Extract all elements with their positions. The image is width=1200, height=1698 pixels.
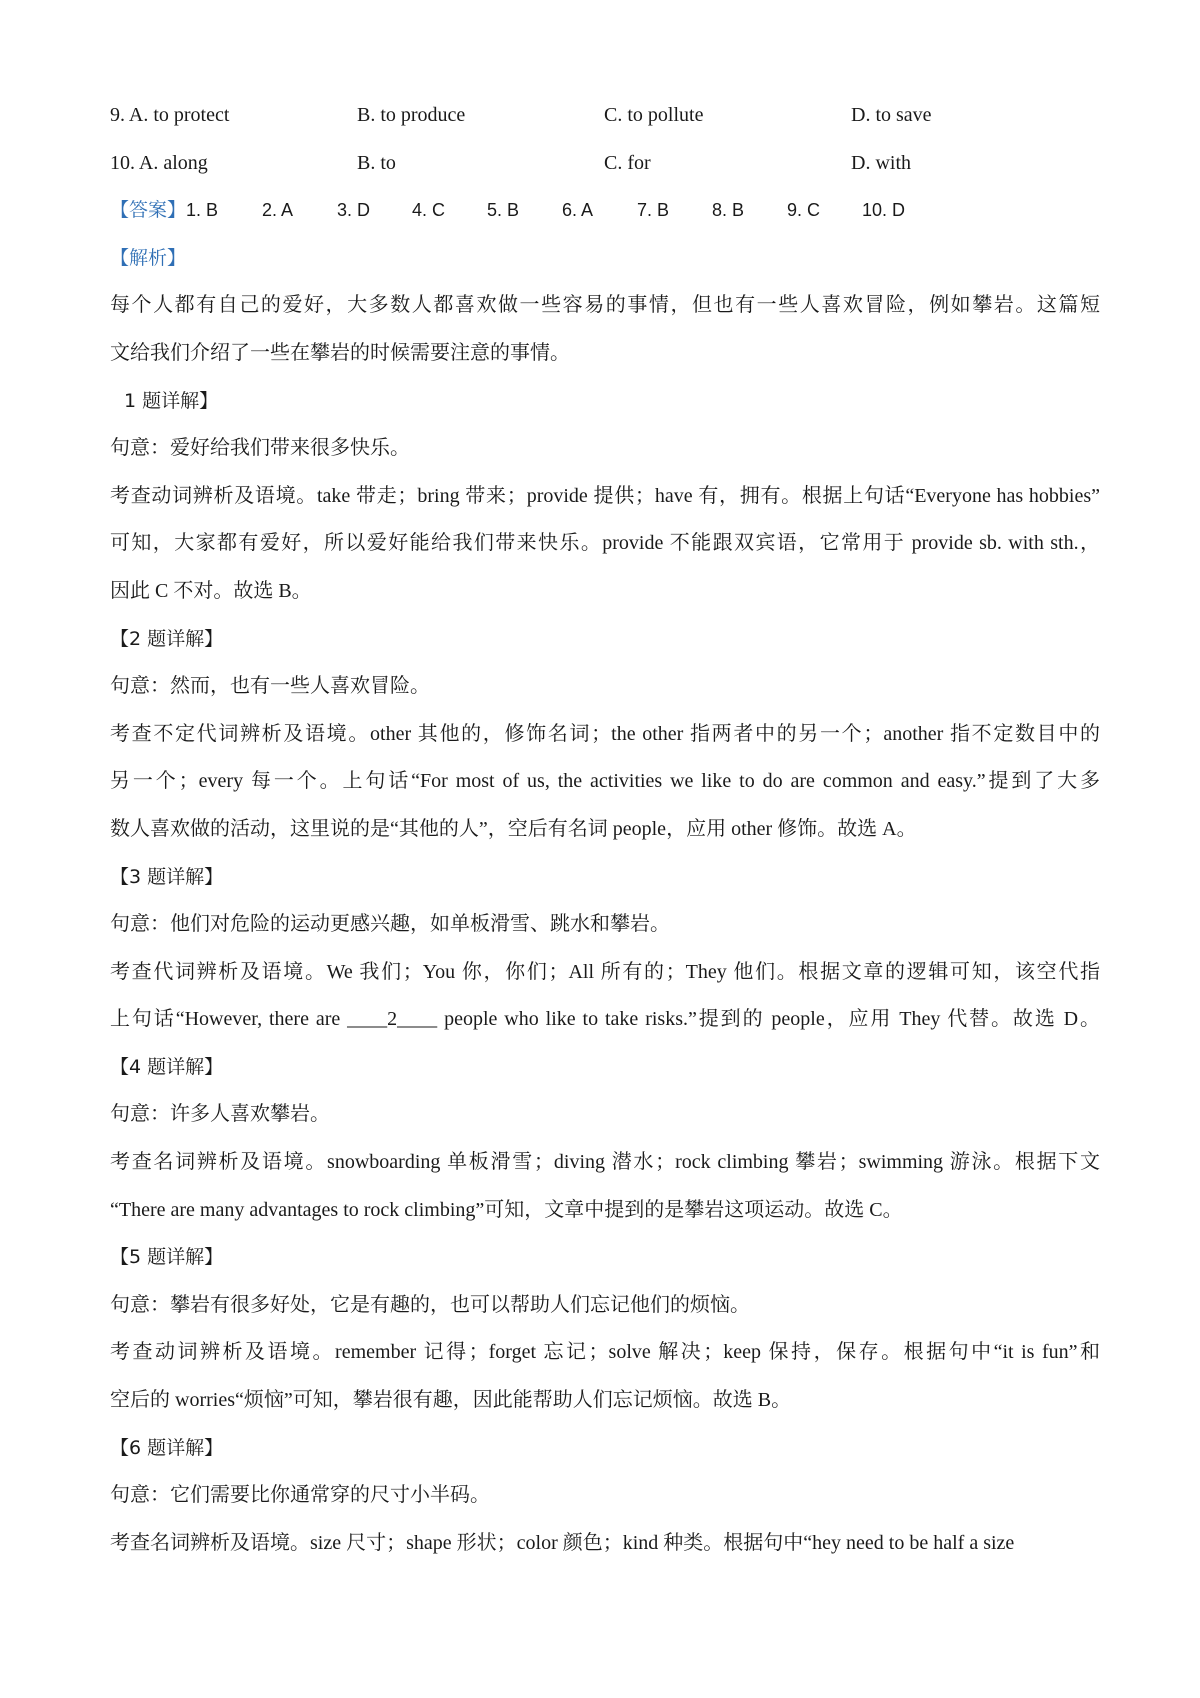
q6-heading: 【6 题详解】 bbox=[110, 1436, 224, 1459]
q5-heading: 【5 题详解】 bbox=[110, 1246, 224, 1269]
answer-item: 9. C bbox=[787, 200, 821, 221]
option-9c: C. to pollute bbox=[604, 104, 704, 126]
intro-line-1: 每个人都有自己的爱好，大多数人都喜欢做一些容易的事情，但也有一些人喜欢冒险，例如攀岩。这篇短 bbox=[110, 294, 1100, 317]
q2-line-2: 另一个；every 每一个。上句话“For most of us, the activities we like to do are common and easy.”提到了大多 bbox=[110, 770, 1100, 793]
q1-heading: 1 题详解】 bbox=[124, 389, 219, 412]
answer-item: 10. D bbox=[862, 200, 906, 221]
answer-list bbox=[186, 187, 937, 235]
answer-item: 3. D bbox=[337, 200, 371, 221]
q5-meaning: 句意：攀岩有很多好处，它是有趣的，也可以帮助人们忘记他们的烦恼。 bbox=[110, 1293, 750, 1316]
option-10c: C. for bbox=[604, 151, 651, 174]
answer-label: 【答案】 bbox=[110, 199, 187, 222]
intro-line-2: 文给我们介绍了一些在攀岩的时候需要注意的事情。 bbox=[110, 341, 570, 364]
answer-item: 4. C bbox=[412, 200, 446, 221]
q3-line-2: 上句话“However, there are ____2____ people who like to take risks.”提到的 people，应用 They 代替。故选 D。 bbox=[110, 1008, 1100, 1031]
q6-line-1: 考查名词辨析及语境。size 尺寸；shape 形状；color 颜色；kind 种类。根据句中“hey need to be half a size bbox=[110, 1531, 1015, 1554]
document-page bbox=[110, 92, 1100, 1567]
answer-item: 5. B bbox=[487, 200, 520, 221]
analysis-label: 【解析】 bbox=[110, 246, 187, 269]
option-9d: D. to save bbox=[851, 104, 932, 126]
analysis-heading bbox=[110, 235, 1100, 283]
options-row-9 bbox=[110, 92, 1100, 140]
answer-item: 2. A bbox=[262, 200, 294, 221]
q3-meaning: 句意：他们对危险的运动更感兴趣，如单板滑雪、跳水和攀岩。 bbox=[110, 913, 670, 936]
q2-line-1: 考查不定代词辨析及语境。other 其他的，修饰名词；the other 指两者中的另一个；another 指不定数目中的 bbox=[110, 722, 1100, 745]
q6-meaning: 句意：它们需要比你通常穿的尺寸小半码。 bbox=[110, 1484, 490, 1507]
q5-line-1: 考查动词辨析及语境。remember 记得；forget 忘记；solve 解决；keep 保持，保存。根据句中“it is fun”和 bbox=[110, 1341, 1100, 1364]
option-9a: 9. A. to protect bbox=[110, 104, 230, 126]
q2-line-3: 数人喜欢做的活动，这里说的是“其他的人”，空后有名词 people，应用 other 修饰。故选 A。 bbox=[110, 817, 917, 840]
q4-line-1: 考查名词辨析及语境。snowboarding 单板滑雪；diving 潜水；rock climbing 攀岩；swimming 游泳。根据下文 bbox=[110, 1151, 1100, 1174]
q4-line-2: “There are many advantages to rock climbing”可知，文章中提到的是攀岩这项运动。故选 C。 bbox=[110, 1198, 903, 1221]
option-10a: 10. A. along bbox=[110, 151, 208, 174]
answer-item: 7. B bbox=[637, 200, 670, 221]
q4-heading: 【4 题详解】 bbox=[110, 1055, 224, 1078]
q5-line-2: 空后的 worries“烦恼”可知，攀岩很有趣，因此能帮助人们忘记烦恼。故选 B。 bbox=[110, 1389, 792, 1412]
q4-meaning: 句意：许多人喜欢攀岩。 bbox=[110, 1103, 330, 1126]
q3-line-1: 考查代词辨析及语境。We 我们；You 你，你们；All 所有的；They 他们。根据文章的逻辑可知，该空代指 bbox=[110, 960, 1100, 983]
q1-line-2: 可知，大家都有爱好，所以爱好能给我们带来快乐。provide 不能跟双宾语，它常用于 provide sb. with sth.， bbox=[110, 532, 1100, 555]
q1-line-3: 因此 C 不对。故选 B。 bbox=[110, 579, 312, 602]
option-9b: B. to produce bbox=[357, 104, 466, 126]
option-10d: D. with bbox=[851, 151, 911, 174]
answer-item: 1. B bbox=[186, 200, 219, 221]
q2-meaning: 句意：然而，也有一些人喜欢冒险。 bbox=[110, 675, 430, 698]
q1-line-1: 考查动词辨析及语境。take 带走；bring 带来；provide 提供；have 有，拥有。根据上句话“Everyone has hobbies” bbox=[110, 484, 1100, 507]
q3-heading: 【3 题详解】 bbox=[110, 865, 224, 888]
answer-item: 8. B bbox=[712, 200, 745, 221]
option-10b: B. to bbox=[357, 151, 396, 174]
answer-item: 6. A bbox=[562, 200, 594, 221]
options-row-10 bbox=[110, 140, 1100, 188]
answers-row bbox=[110, 187, 1100, 235]
q1-meaning: 句意：爱好给我们带来很多快乐。 bbox=[110, 437, 410, 460]
q2-heading: 【2 题详解】 bbox=[110, 627, 224, 650]
